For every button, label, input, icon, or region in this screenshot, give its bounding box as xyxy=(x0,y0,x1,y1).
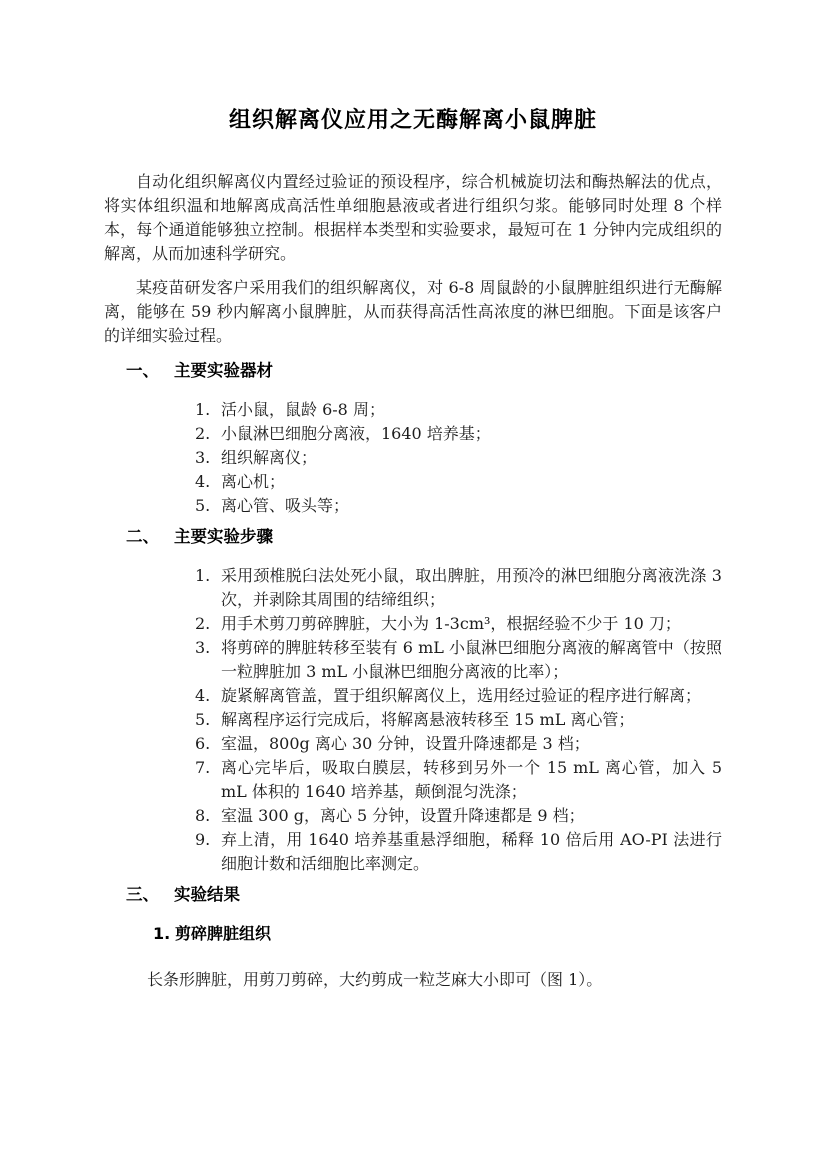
list-item-number: 1. xyxy=(195,566,211,585)
list-item-text: 室温 300 g，离心 5 分钟，设置升降速都是 9 档； xyxy=(221,806,585,825)
list-item-text: 活小鼠，鼠龄 6-8 周； xyxy=(221,400,385,419)
list-item-text: 采用颈椎脱臼法处死小鼠，取出脾脏，用预冷的淋巴细胞分离液洗涤 3 次，并剥除其周围的结缔组织； xyxy=(221,566,722,609)
list-item-number: 9. xyxy=(195,830,211,849)
section-materials xyxy=(104,358,722,518)
list-item xyxy=(195,636,722,684)
section-number: 三、 xyxy=(126,885,159,904)
steps-list xyxy=(104,564,722,876)
list-item xyxy=(195,708,722,732)
list-item xyxy=(195,446,722,470)
section-number: 二、 xyxy=(126,527,159,546)
list-item xyxy=(195,828,722,876)
list-item xyxy=(195,804,722,828)
subsection-title: 剪碎脾脏组织 xyxy=(175,924,272,943)
list-item xyxy=(195,612,722,636)
list-item-text: 室温，800g 离心 30 分钟，设置升降速都是 3 档； xyxy=(221,734,590,753)
section-title: 实验结果 xyxy=(174,885,240,904)
list-item-number: 5. xyxy=(195,496,211,515)
list-item-text: 弃上清，用 1640 培养基重悬浮细胞，稀释 10 倍后用 AO-PI 法进行细胞计数和活细胞比率测定。 xyxy=(221,830,722,873)
list-item-number: 2. xyxy=(195,424,211,443)
subsection-number: 1. xyxy=(153,924,171,943)
list-item xyxy=(195,564,722,612)
list-item-number: 7. xyxy=(195,758,211,777)
list-item-number: 3. xyxy=(195,638,211,657)
list-item xyxy=(195,756,722,804)
list-item-number: 6. xyxy=(195,734,211,753)
list-item-text: 离心管、吸头等； xyxy=(221,496,350,515)
list-item-number: 8. xyxy=(195,806,211,825)
list-item-text: 用手术剪刀剪碎脾脏，大小为 1-3cm³，根据经验不少于 10 刀； xyxy=(221,614,681,633)
materials-list xyxy=(104,398,722,518)
section-steps xyxy=(104,524,722,876)
section-title: 主要实验器材 xyxy=(174,361,273,380)
section-number: 一、 xyxy=(126,361,159,380)
intro-paragraph-2: 某疫苗研发客户采用我们的组织解离仪，对 6-8 周鼠龄的小鼠脾脏组织进行无酶解离，能够在 59 秒内解离小鼠脾脏，从而获得高活性高浓度的淋巴细胞。下面是该客户的详细实验过程。 xyxy=(104,278,722,345)
list-item-text: 小鼠淋巴细胞分离液，1640 培养基； xyxy=(221,424,491,443)
list-item-number: 3. xyxy=(195,448,211,467)
list-item-number: 2. xyxy=(195,614,211,633)
section-title: 主要实验步骤 xyxy=(174,527,273,546)
section-results xyxy=(104,882,722,992)
list-item-text: 将剪碎的脾脏转移至装有 6 mL 小鼠淋巴细胞分离液的解离管中（按照一粒脾脏加 3 mL 小鼠淋巴细胞分离液的比率）； xyxy=(221,638,722,681)
list-item-number: 4. xyxy=(195,686,211,705)
section-steps-heading xyxy=(104,524,722,550)
list-item-text: 组织解离仪； xyxy=(221,448,318,467)
subsection-heading xyxy=(153,922,722,946)
list-item-text: 离心机； xyxy=(221,472,286,491)
list-item xyxy=(195,470,722,494)
list-item xyxy=(195,422,722,446)
document-title: 组织解离仪应用之无酶解离小鼠脾脏 xyxy=(228,108,597,133)
list-item-number: 1. xyxy=(195,400,211,419)
result-paragraph: 长条形脾脏，用剪刀剪碎，大约剪成一粒芝麻大小即可（图 1）。 xyxy=(147,970,603,989)
list-item-text: 解离程序运行完成后，将解离悬液转移至 15 mL 离心管； xyxy=(221,710,635,729)
list-item-number: 5. xyxy=(195,710,211,729)
list-item-text: 旋紧解离管盖，置于组织解离仪上，选用经过验证的程序进行解离； xyxy=(221,686,702,705)
intro-paragraph-1: 自动化组织解离仪内置经过验证的预设程序，综合机械旋切法和酶热解法的优点，将实体组织温和地解离成高活性单细胞悬液或者进行组织匀浆。能够同时处理 8 个样本，每个通道能够独立控制。根据样本类型和实验要求，最短可在 1 分钟内完成组织的解离，从而加速科学研究。 xyxy=(104,172,722,263)
section-results-heading xyxy=(104,882,722,908)
list-item xyxy=(195,494,722,518)
list-item xyxy=(195,684,722,708)
section-materials-heading xyxy=(104,358,722,384)
list-item-text: 离心完毕后，吸取白膜层，转移到另外一个 15 mL 离心管，加入 5 mL 体积的 1640 培养基，颠倒混匀洗涤； xyxy=(221,758,722,801)
list-item xyxy=(195,398,722,422)
list-item-number: 4. xyxy=(195,472,211,491)
list-item xyxy=(195,732,722,756)
